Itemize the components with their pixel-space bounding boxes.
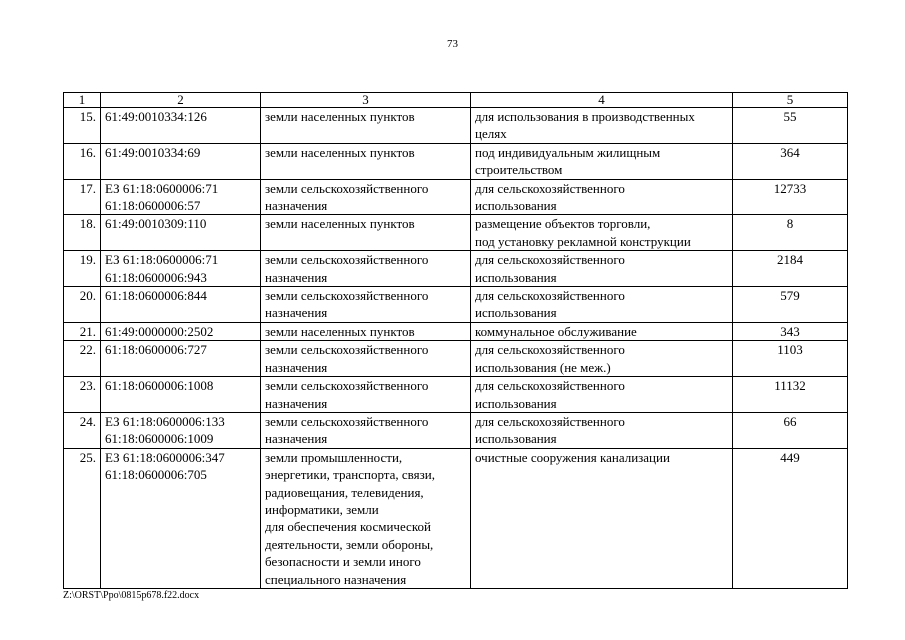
table-row [64, 377, 848, 413]
area-cell: 2184 [733, 251, 848, 287]
cadastral-number-cell [101, 215, 261, 251]
area-cell: 343 [733, 322, 848, 340]
cadastral-line: 61:18:0600006:57 [105, 198, 201, 214]
use-line: использования (не меж.) [475, 359, 611, 375]
category-line: земли населенных пунктов [265, 144, 415, 160]
cadastral-number-cell [101, 251, 261, 287]
area-cell: 449 [733, 448, 848, 588]
cadastral-line: ЕЗ 61:18:0600006:71 [105, 252, 219, 268]
table-row [64, 287, 848, 323]
cadastral-line: 61:18:0600006:844 [105, 288, 207, 304]
cadastral-line: 61:49:0000000:2502 [105, 323, 214, 339]
land-category-cell [261, 377, 471, 413]
category-line: деятельности, земли обороны, [265, 536, 434, 552]
category-line: специального назначения [265, 571, 407, 587]
area-cell: 8 [733, 215, 848, 251]
land-category-cell [261, 412, 471, 448]
permitted-use-cell [471, 179, 733, 215]
use-line: использования [475, 269, 557, 285]
use-line: для сельскохозяйственного [475, 288, 625, 304]
use-line: для сельскохозяйственного [475, 252, 625, 268]
area-cell: 66 [733, 412, 848, 448]
cadastral-line: 61:18:0600006:1008 [105, 378, 214, 394]
cadastral-number-cell [101, 448, 261, 588]
table-row [64, 179, 848, 215]
area-cell: 579 [733, 287, 848, 323]
cadastral-number-cell [101, 179, 261, 215]
table-row [64, 108, 848, 144]
land-category-cell [261, 287, 471, 323]
category-line: земли сельскохозяйственного [265, 378, 429, 394]
category-line: энергетики, транспорта, связи, [265, 467, 435, 483]
permitted-use-cell [471, 377, 733, 413]
use-line: для сельскохозяйственного [475, 342, 625, 358]
table-row [64, 412, 848, 448]
category-line: назначения [265, 395, 328, 411]
permitted-use-cell [471, 448, 733, 588]
cadastral-line: 61:18:0600006:705 [105, 467, 207, 483]
category-line: назначения [265, 269, 328, 285]
category-line: радиовещания, телевидения, [265, 484, 424, 500]
cadastral-line: 61:49:0010334:126 [105, 109, 207, 124]
area-cell: 1103 [733, 341, 848, 377]
use-line: для сельскохозяйственного [475, 180, 625, 196]
cadastral-number-cell [101, 377, 261, 413]
category-line: земли сельскохозяйственного [265, 288, 429, 304]
category-line: назначения [265, 431, 328, 447]
table-row [64, 251, 848, 287]
cadastral-line: 61:18:0600006:727 [105, 342, 207, 358]
cadastral-line: 61:49:0010309:110 [105, 216, 207, 232]
permitted-use-cell [471, 287, 733, 323]
cadastral-line: ЕЗ 61:18:0600006:347 [105, 449, 225, 465]
row-number-cell: 15. [64, 108, 101, 144]
land-category-cell [261, 108, 471, 144]
cadastral-line: 61:18:0600006:943 [105, 269, 207, 285]
category-line: земли сельскохозяйственного [265, 180, 429, 196]
permitted-use-cell [471, 143, 733, 179]
land-category-cell [261, 448, 471, 588]
row-number-cell: 23. [64, 377, 101, 413]
cadastral-line: 61:49:0010334:69 [105, 144, 201, 160]
category-line: земли промышленности, [265, 449, 403, 465]
table-row [64, 322, 848, 340]
cadastral-line: ЕЗ 61:18:0600006:133 [105, 413, 225, 429]
category-line: земли населенных пунктов [265, 216, 415, 232]
use-line: размещение объектов торговли, [475, 216, 651, 232]
category-line: земли сельскохозяйственного [265, 413, 429, 429]
use-line: для сельскохозяйственного [475, 413, 625, 429]
row-number-cell: 18. [64, 215, 101, 251]
row-number-cell: 25. [64, 448, 101, 588]
use-line: целях [475, 126, 507, 142]
use-line: под индивидуальным жилищным [475, 144, 661, 160]
category-line: безопасности и земли иного [265, 554, 421, 570]
category-line: земли населенных пунктов [265, 109, 415, 124]
permitted-use-cell [471, 251, 733, 287]
permitted-use-cell [471, 322, 733, 340]
category-line: информатики, земли [265, 501, 379, 517]
header-cell-1: 1 [64, 93, 101, 108]
cadastral-number-cell [101, 108, 261, 144]
category-line: земли сельскохозяйственного [265, 342, 429, 358]
use-line: использования [475, 431, 557, 447]
cadastral-number-cell [101, 287, 261, 323]
cadastral-number-cell [101, 143, 261, 179]
cadastral-number-cell [101, 412, 261, 448]
cadastral-line: 61:18:0600006:1009 [105, 431, 214, 447]
table-row [64, 448, 848, 588]
page-number: 73 [447, 38, 458, 50]
area-cell: 11132 [733, 377, 848, 413]
area-cell: 364 [733, 143, 848, 179]
row-number-cell: 20. [64, 287, 101, 323]
area-cell: 55 [733, 108, 848, 144]
category-line: назначения [265, 359, 328, 375]
row-number-cell: 24. [64, 412, 101, 448]
header-cell-3: 3 [261, 93, 471, 108]
area-cell: 12733 [733, 179, 848, 215]
category-line: назначения [265, 305, 328, 321]
cadastral-number-cell [101, 322, 261, 340]
category-line: земли населенных пунктов [265, 323, 415, 339]
use-line: использования [475, 305, 557, 321]
permitted-use-cell [471, 108, 733, 144]
cadastral-number-cell [101, 341, 261, 377]
category-line: назначения [265, 198, 328, 214]
document-file-path: Z:\ORST\Ppo\0815p678.f22.docx [63, 590, 200, 601]
use-line: использования [475, 198, 557, 214]
permitted-use-cell [471, 215, 733, 251]
table-row [64, 215, 848, 251]
table-row [64, 341, 848, 377]
land-plots-table [63, 92, 848, 589]
category-line: для обеспечения космической [265, 519, 431, 535]
land-category-cell [261, 215, 471, 251]
permitted-use-cell [471, 341, 733, 377]
row-number-cell: 19. [64, 251, 101, 287]
row-number-cell: 17. [64, 179, 101, 215]
use-line: под установку рекламной конструкции [475, 233, 691, 249]
use-line: для использования в производственных [475, 109, 695, 124]
header-cell-5: 5 [733, 93, 848, 108]
permitted-use-cell [471, 412, 733, 448]
table-row [64, 143, 848, 179]
use-line: коммунальное обслуживание [475, 323, 637, 339]
table-header-row [64, 93, 848, 108]
row-number-cell: 21. [64, 322, 101, 340]
use-line: очистные сооружения канализации [475, 449, 670, 465]
row-number-cell: 16. [64, 143, 101, 179]
use-line: использования [475, 395, 557, 411]
land-category-cell [261, 143, 471, 179]
category-line: земли сельскохозяйственного [265, 252, 429, 268]
header-cell-2: 2 [101, 93, 261, 108]
land-category-cell [261, 179, 471, 215]
header-cell-4: 4 [471, 93, 733, 108]
cadastral-line: ЕЗ 61:18:0600006:71 [105, 180, 219, 196]
row-number-cell: 22. [64, 341, 101, 377]
use-line: для сельскохозяйственного [475, 378, 625, 394]
land-category-cell [261, 341, 471, 377]
land-category-cell [261, 322, 471, 340]
land-category-cell [261, 251, 471, 287]
use-line: строительством [475, 162, 563, 178]
